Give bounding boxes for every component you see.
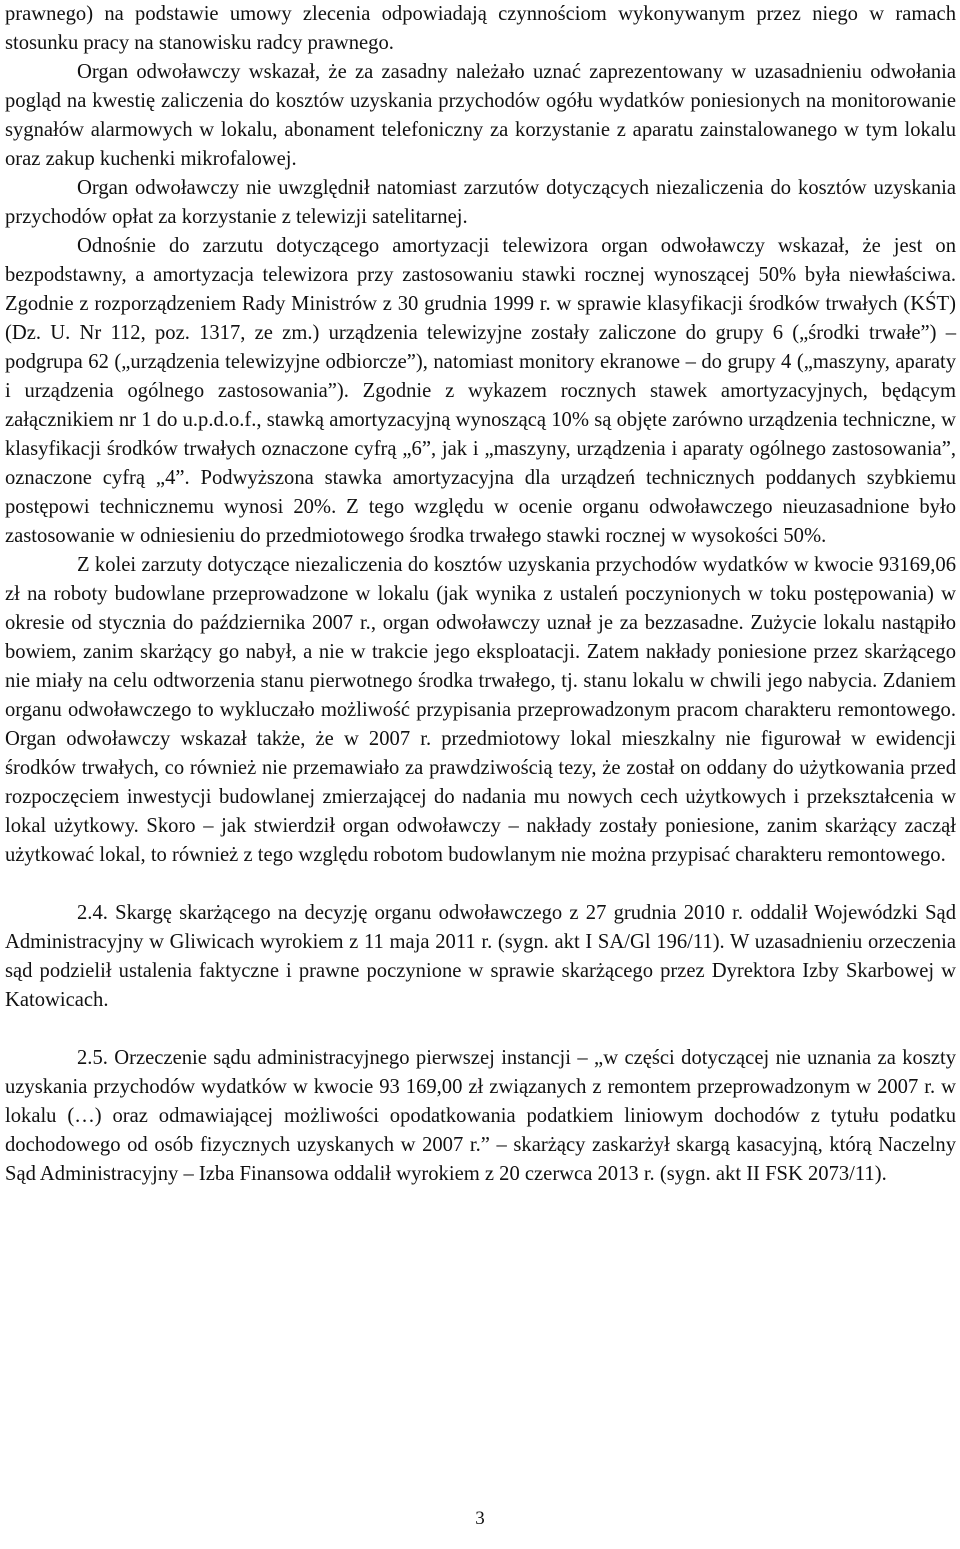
paragraph-organ-uznal: Organ odwoławczy wskazał, że za zasadny należało uznać zaprezentowany w uzasadnieniu odwołania pogląd na kwestię zaliczenia do kosztów uzyskania przychodów ogółu wydatków poniesionych na monitorowanie sygnałów alarmowych w lokalu, abonament telefoniczny za korzystanie z aparatu zainstalowanego w tym lokalu oraz zakup kuchenki mikrofalowej. bbox=[5, 61, 956, 170]
document-page bbox=[5, 0, 956, 1189]
paragraph-section-2-5: 2.5. Orzeczenie sądu administracyjnego pierwszej instancji – „w części dotyczącej nie uznania za koszty uzyskania przychodów wydatków w kwocie 93 169,00 zł związanych z remontem przeprowadzonym w 2007 r. w lokalu (…) oraz odmawiającej możliwości opodatkowania podatkiem liniowym dochodów z tytułu podatku dochodowego od osób fizycznych uzyskanych w 2007 r.” – skarżący zaskarżył skargą kasacyjną, którą Naczelny Sąd Administracyjny – Izba Finansowa oddalił wyrokiem z 20 czerwca 2013 r. (sygn. akt II FSK 2073/11). bbox=[5, 1047, 956, 1185]
paragraph-amortyzacja-telewizora: Odnośnie do zarzutu dotyczącego amortyzacji telewizora organ odwoławczy wskazał, że jest on bezpodstawny, a amortyzacja telewizora przy zastosowaniu stawki rocznej wynoszącej 50% była niewłaściwa. Zgodnie z rozporządzeniem Rady Ministrów z 30 grudnia 1999 r. w sprawie klasyfikacji środków trwałych (KŚT) (Dz. U. Nr 112, poz. 1317, ze zm.) urządzenia telewizyjne zostały zaliczone do grupy 6 („środki trwałe”) – podgrupa 62 („urządzenia telewizyjne odbiorcze”), natomiast monitory ekranowe – do grupy 4 („maszyny, aparaty i urządzenia ogólnego zastosowania”). Zgodnie z wykazem rocznych stawek amortyzacyjnych, będącym załącznikiem nr 1 do u.p.d.o.f., stawką amortyzacyjną wynoszącą 10% są objęte zarówno urządzenia techniczne, w klasyfikacji środków trwałych oznaczone cyfrą „6”, jak i „maszyny, urządzenia i aparaty ogólnego zastosowania”, oznaczone cyfrą „4”. Podwyższona stawka amortyzacyjna dla urządzeń technicznych poddanych szybkiemu postępowi technicznemu wynosi 20%. Z tego względu w ocenie organu odwoławczego nieuzasadnione było zastosowanie w odniesieniu do przedmiotowego środka trwałego stawki rocznej w wysokości 50%. bbox=[5, 235, 956, 547]
paragraph-continuation: prawnego) na podstawie umowy zlecenia odpowiadają czynnościom wykonywanym przez niego w ramach stosunku pracy na stanowisku radcy prawnego. bbox=[5, 3, 956, 54]
paragraph-telewizja-satelitarna: Organ odwoławczy nie uwzględnił natomiast zarzutów dotyczących niezaliczenia do kosztów uzyskania przychodów opłat za korzystanie z telewizji satelitarnej. bbox=[5, 177, 956, 228]
paragraph-section-2-4: 2.4. Skargę skarżącego na decyzję organu odwoławczego z 27 grudnia 2010 r. oddalił Wojewódzki Sąd Administracyjny w Gliwicach wyrokiem z 11 maja 2011 r. (sygn. akt I SA/Gl 196/11). W uzasadnieniu orzeczenia sąd podzielił ustalenia faktyczne i prawne poczynione w sprawie skarżącego przez Dyrektora Izby Skarbowej w Katowicach. bbox=[5, 902, 956, 1011]
page-number: 3 bbox=[475, 1508, 485, 1529]
paragraph-roboty-budowlane: Z kolei zarzuty dotyczące niezaliczenia do kosztów uzyskania przychodów wydatków w kwocie 93169,06 zł na roboty budowlane przeprowadzone w lokalu (jak wynika z ustaleń poczynionych w toku postępowania) w okresie od stycznia do października 2007 r., organ odwoławczy uznał je za bezzasadne. Zużycie lokalu nastąpiło bowiem, zanim skarżący go nabył, a nie w trakcie jego eksploatacji. Zatem nakłady poniesione przez skarżącego nie miały na celu odtworzenia stanu pierwotnego środka trwałego, tj. stanu lokalu w chwili jego nabycia. Zdaniem organu odwoławczego to wykluczało możliwość przypisania przeprowadzonym pracom charakteru remontowego. Organ odwoławczy wskazał także, że w 2007 r. przedmiotowy lokal mieszkalny nie figurował w ewidencji środków trwałych, co również nie przemawiało za prawdziwością tezy, że został on oddany do użytkowania przed rozpoczęciem inwestycji budowlanej zmierzającej do nadania mu nowych cech użytkowych i przekształcenia w lokal użytkowy. Skoro – jak stwierdził organ odwoławczy – nakłady zostały poniesione, zanim skarżący zaczął użytkować lokal, to również z tego względu robotom budowlanym nie można przypisać charakteru remontowego. bbox=[5, 554, 956, 866]
paragraph-spacer bbox=[5, 1015, 956, 1044]
paragraph-spacer bbox=[5, 870, 956, 899]
